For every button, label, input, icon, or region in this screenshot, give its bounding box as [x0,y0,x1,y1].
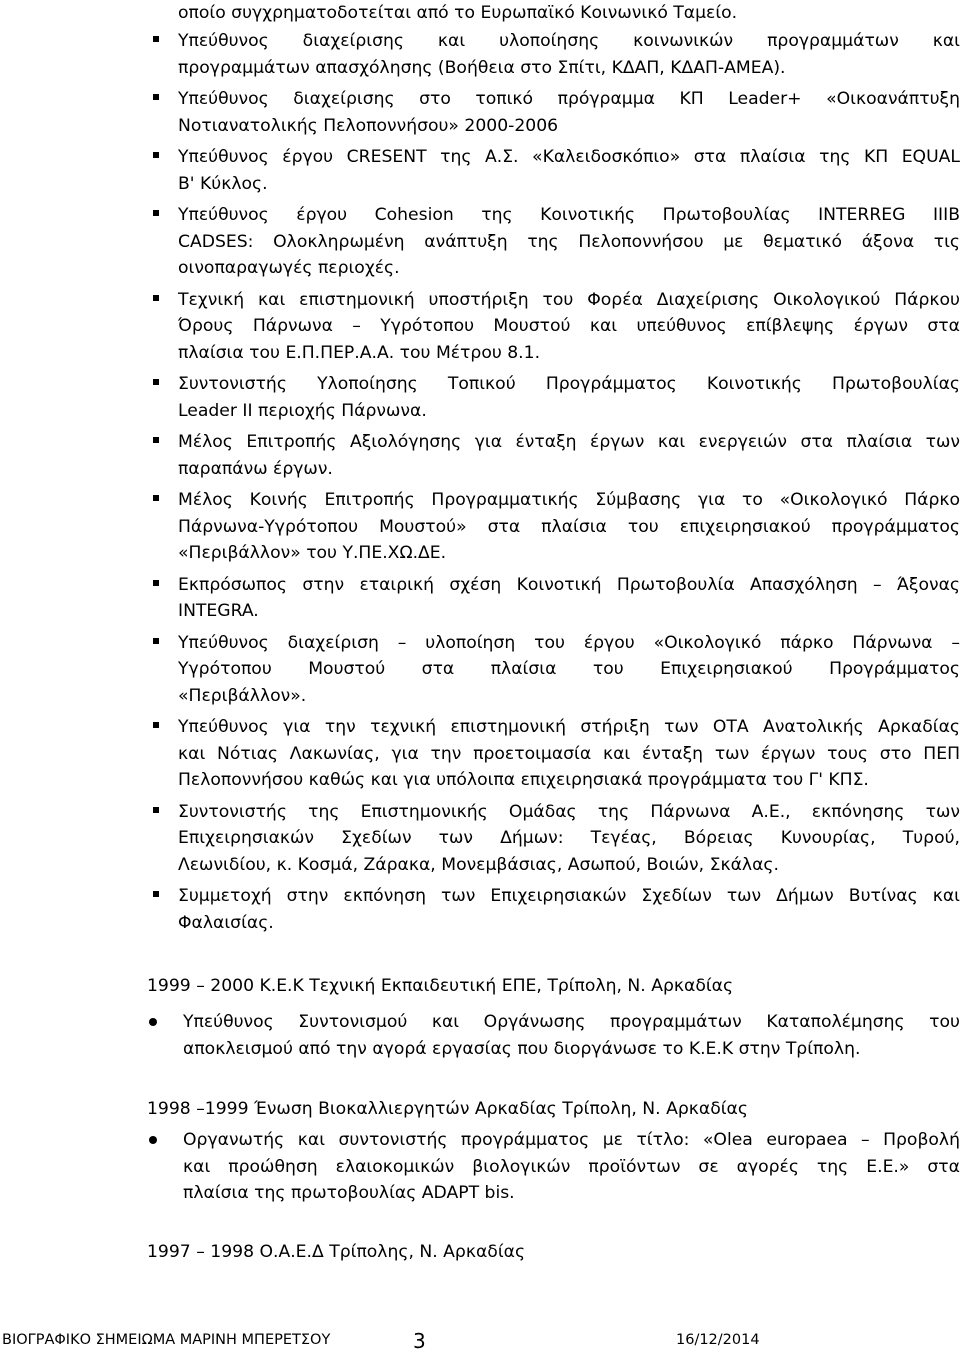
list-item [178,202,960,282]
text-line: οινοπαραγωγές περιοχές. [178,258,400,278]
footer-date: 16/12/2014 [676,1332,760,1348]
text-line: Leader II περιοχής Πάρνωνα. [178,400,427,421]
square-bullet-icon [153,437,159,443]
text-line: Μέλος Επιτροπής Αξιολόγησης για ένταξη έργων και ενεργειών στα πλαίσια των [178,432,960,452]
list-item [183,1127,960,1207]
list-item [178,144,960,197]
list-item [178,287,960,367]
text-line: Υπεύθυνος έργου Cohesion της Κοινοτικής Πρωτοβουλίας INTERREG IIIB [178,205,960,225]
text-line: και Νότιας Λακωνίας, για την προετοιμασία και ένταξη των έργων τους στο ΠΕΠ [178,743,960,764]
text-line: Τεχνική και επιστημονική υποστήριξη του Φορέα Διαχείρισης Οικολογικού Πάρκου [178,289,960,310]
square-bullet-icon [153,379,159,385]
text-line: Υπεύθυνος διαχείριση – υλοποίηση του έργου «Οικολογικό πάρκο Πάρνωνα – [178,632,960,653]
text-line: Φαλαισίας. [178,912,274,933]
square-bullet-icon [153,580,159,586]
square-bullet-icon [153,495,159,501]
list-item [178,799,960,879]
list-item [178,487,960,567]
text-line: Υπεύθυνος διαχείρισης και υλοποίησης κοινωνικών προγραμμάτων και [178,31,960,51]
text-line: «Περιβάλλον» του Υ.ΠΕ.ΧΩ.ΔΕ. [178,543,447,563]
text-line: Β' Κύκλος. [178,173,268,194]
round-bullet-icon [149,1136,157,1144]
text-line: προγραμμάτων απασχόλησης (Βοήθεια στο Σπίτι, ΚΔΑΠ, ΚΔΑΠ-ΑΜΕΑ). [178,57,786,78]
text-line: Λεωνιδίου, κ. Κοσμά, Ζάρακα, Μονεμβάσιας, Ασωπού, Βοιών, Σκάλας. [178,854,779,875]
text-line: πλαίσια της πρωτοβουλίας ADAPT bis. [183,1183,515,1203]
section-heading: 1999 – 2000 Κ.Ε.Κ Τεχνική Εκπαιδευτική ΕΠΕ, Τρίπολη, Ν. Αρκαδίας [147,976,734,996]
text-line: Εκπρόσωπος στην εταιρική σχέση Κοινοτική Πρωτοβουλία Απασχόληση – Άξονας [178,574,960,595]
text-line: Όρους Πάρνωνα – Υγρότοπου Μουστού και υπεύθυνος επίβλεψης έργων στα [178,316,960,336]
square-bullet-icon [153,722,159,728]
text-line: «Περιβάλλον». [178,685,307,706]
round-bullet-icon [149,1018,157,1026]
text-line: Μέλος Κοινής Επιτροπής Προγραμματικής Σύμβασης για το «Οικολογικό Πάρκο [178,490,960,510]
continuation-text: οποίο συγχρηματοδοτείται από το Ευρωπαϊκό Κοινωνικό Ταμείο. [178,3,738,23]
square-bullet-icon [153,152,159,158]
square-bullet-icon [153,295,159,301]
text-line: αποκλεισμού από την αγορά εργασίας που διοργάνωσε το Κ.Ε.Κ στην Τρίπολη. [183,1038,861,1059]
text-line: πλαίσια του Ε.Π.ΠΕΡ.Α.Α. του Μέτρου 8.1. [178,342,541,363]
square-bullet-icon [153,210,159,216]
square-bullet-icon [153,94,159,100]
text-line: Υπεύθυνος έργου CRESENT της Α.Σ. «Καλειδοσκόπιο» στα πλαίσια της ΚΠ EQUAL [178,147,960,167]
text-line: Συντονιστής Υλοποίησης Τοπικού Προγράμματος Κοινοτικής Πρωτοβουλίας [178,374,960,394]
page-footer [0,1326,960,1352]
square-bullet-icon [153,891,159,897]
square-bullet-icon [153,36,159,42]
text-line: Πελοποννήσου καθώς και για υπόλοιπα επιχειρησιακά προγράμματα του Γ' ΚΠΣ. [178,770,869,790]
text-line: Πάρνωνα-Υγρότοπου Μουστού» στα πλαίσια του επιχειρησιακού προγράμματος [178,516,960,537]
responsibilities-list [0,28,960,941]
text-line: Επιχειρησιακών Σχεδίων των Δήμων: Τεγέας, Βόρειας Κυνουρίας, Τυρού, [178,828,960,848]
text-line: παραπάνω έργων. [178,458,333,479]
section-heading: 1997 – 1998 Ο.Α.Ε.Δ Τρίπολης, Ν. Αρκαδίας [147,1242,526,1262]
text-line: Νοτιανατολικής Πελοποννήσου» 2000-2006 [178,115,559,136]
list-item [178,572,960,625]
text-line: Συντονιστής της Επιστημονικής Ομάδας της Πάρνωνα Α.Ε., εκπόνησης των [178,801,960,822]
section-heading: 1998 –1999 Ένωση Βιοκαλλιεργητών Αρκαδίας Τρίπολη, Ν. Αρκαδίας [147,1099,748,1119]
list-item [178,630,960,710]
list-item [178,429,960,482]
page-number: 3 [413,1329,426,1353]
text-line: Συμμετοχή στην εκπόνηση των Επιχειρησιακών Σχεδίων των Δήμων Βυτίνας και [178,886,960,906]
list-item [178,883,960,936]
text-line: Υπεύθυνος Συντονισμού και Οργάνωσης προγραμμάτων Καταπολέμησης του [183,1012,960,1032]
text-line: Οργανωτής και συντονιστής προγράμματος με τίτλο: «Olea europaea – Προβολή [183,1130,960,1150]
text-line: Υπεύθυνος διαχείρισης στο τοπικό πρόγραμμα ΚΠ Leader+ «Οικοανάπτυξη [178,89,960,109]
square-bullet-icon [153,807,159,813]
list-item [178,714,960,794]
square-bullet-icon [153,638,159,644]
text-line: Υπεύθυνος για την τεχνική επιστημονική στήριξη των ΟΤΑ Ανατολικής Αρκαδίας [178,717,960,737]
list-item [178,86,960,139]
text-line: και προώθηση ελαιοκομικών βιολογικών προϊόντων σε αγορές της Ε.Ε.» στα [183,1156,960,1177]
footer-name: ΒΙΟΓΡΑΦΙΚΟ ΣΗΜΕΙΩΜΑ ΜΑΡΙΝΗ ΜΠΕΡΕΤΣΟΥ [2,1332,331,1348]
list-item [178,28,960,81]
text-line: Υγρότοπου Μουστού στα πλαίσια του Επιχειρησιακού Προγράμματος [178,659,960,679]
text-line: CADSES: Ολοκληρωμένη ανάπτυξη της Πελοποννήσου με θεματικό άξονα τις [178,231,960,252]
list-item [178,371,960,424]
text-line: INTEGRA. [178,601,259,621]
list-item [183,1009,960,1062]
